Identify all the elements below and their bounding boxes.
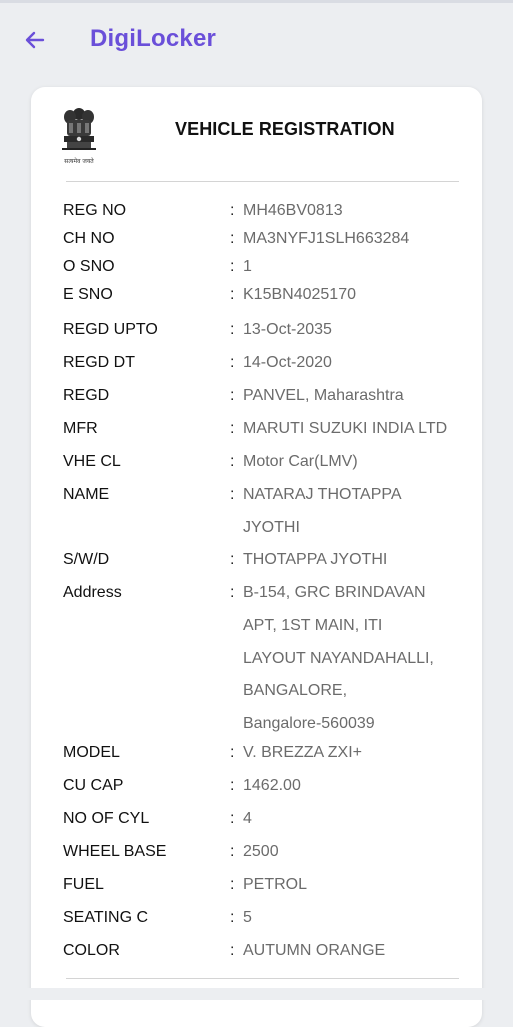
field-separator: : [230, 584, 235, 601]
field-label: REGD [63, 387, 110, 404]
field-label: MODEL [63, 744, 120, 761]
field-value: 2500 [243, 843, 279, 860]
field-label: VHE CL [63, 453, 121, 470]
field-label: O SNO [63, 258, 115, 275]
field-separator: : [230, 942, 235, 959]
field-value: K15BN4025170 [243, 286, 356, 303]
field-label: REGD UPTO [63, 321, 158, 338]
field-value: MARUTI SUZUKI INDIA LTD [243, 420, 448, 437]
field-label: SEATING C [63, 909, 149, 926]
document-card [31, 87, 482, 1027]
field-value: AUTUMN ORANGE [243, 942, 386, 959]
field-label: CU CAP [63, 777, 124, 794]
bottom-bar [0, 988, 513, 1000]
footer-divider [66, 978, 459, 979]
header-divider [66, 181, 459, 182]
field-label: S/W/D [63, 551, 110, 568]
national-emblem-icon [59, 105, 99, 167]
field-value: MA3NYFJ1SLH663284 [243, 230, 410, 247]
field-value: NATARAJ THOTAPPA JYOTHI [243, 486, 402, 536]
app-title: DigiLocker [90, 25, 217, 52]
field-separator: : [230, 387, 235, 404]
document-title: VEHICLE REGISTRATION [175, 119, 395, 139]
field-separator: : [230, 876, 235, 893]
field-value: 5 [243, 909, 252, 926]
field-value: Motor Car(LMV) [243, 453, 358, 470]
emblem-caption: सत्यमेव जयते [64, 158, 94, 165]
field-separator: : [230, 744, 235, 761]
field-value: 1462.00 [243, 777, 301, 794]
field-value: 1 [243, 258, 252, 275]
field-separator: : [230, 909, 235, 926]
field-label: REGD DT [63, 354, 135, 371]
app-bar [0, 3, 513, 75]
field-label: Address [63, 584, 122, 601]
back-button[interactable] [18, 23, 52, 57]
field-separator: : [230, 258, 235, 275]
field-value: V. BREZZA ZXI+ [243, 744, 363, 761]
field-label: NAME [63, 486, 110, 503]
field-label: CH NO [63, 230, 115, 247]
field-label: MFR [63, 420, 98, 437]
field-separator: : [230, 843, 235, 860]
field-label: COLOR [63, 942, 120, 959]
field-value: 4 [243, 810, 252, 827]
field-value: MH46BV0813 [243, 202, 343, 219]
field-separator: : [230, 777, 235, 794]
field-label: WHEEL BASE [63, 843, 167, 860]
field-separator: : [230, 486, 235, 503]
field-label: FUEL [63, 876, 104, 893]
arrow-left-icon [23, 28, 47, 52]
field-label: NO OF CYL [63, 810, 150, 827]
field-separator: : [230, 354, 235, 371]
field-separator: : [230, 321, 235, 338]
field-value: PANVEL, Maharashtra [243, 387, 404, 404]
field-value: PETROL [243, 876, 308, 893]
field-value: 14-Oct-2020 [243, 354, 332, 371]
field-separator: : [230, 202, 235, 219]
field-value: B-154, GRC BRINDAVAN APT, 1ST MAIN, ITI LAYOUT NAYANDAHALLI, BANGALORE, Bangalore-560039 [243, 584, 434, 733]
field-label: REG NO [63, 202, 127, 219]
field-separator: : [230, 230, 235, 247]
field-separator: : [230, 810, 235, 827]
field-label: E SNO [63, 286, 113, 303]
field-separator: : [230, 286, 235, 303]
field-separator: : [230, 551, 235, 568]
field-separator: : [230, 420, 235, 437]
field-value: THOTAPPA JYOTHI [243, 551, 388, 568]
field-value: 13-Oct-2035 [243, 321, 332, 338]
field-separator: : [230, 453, 235, 470]
